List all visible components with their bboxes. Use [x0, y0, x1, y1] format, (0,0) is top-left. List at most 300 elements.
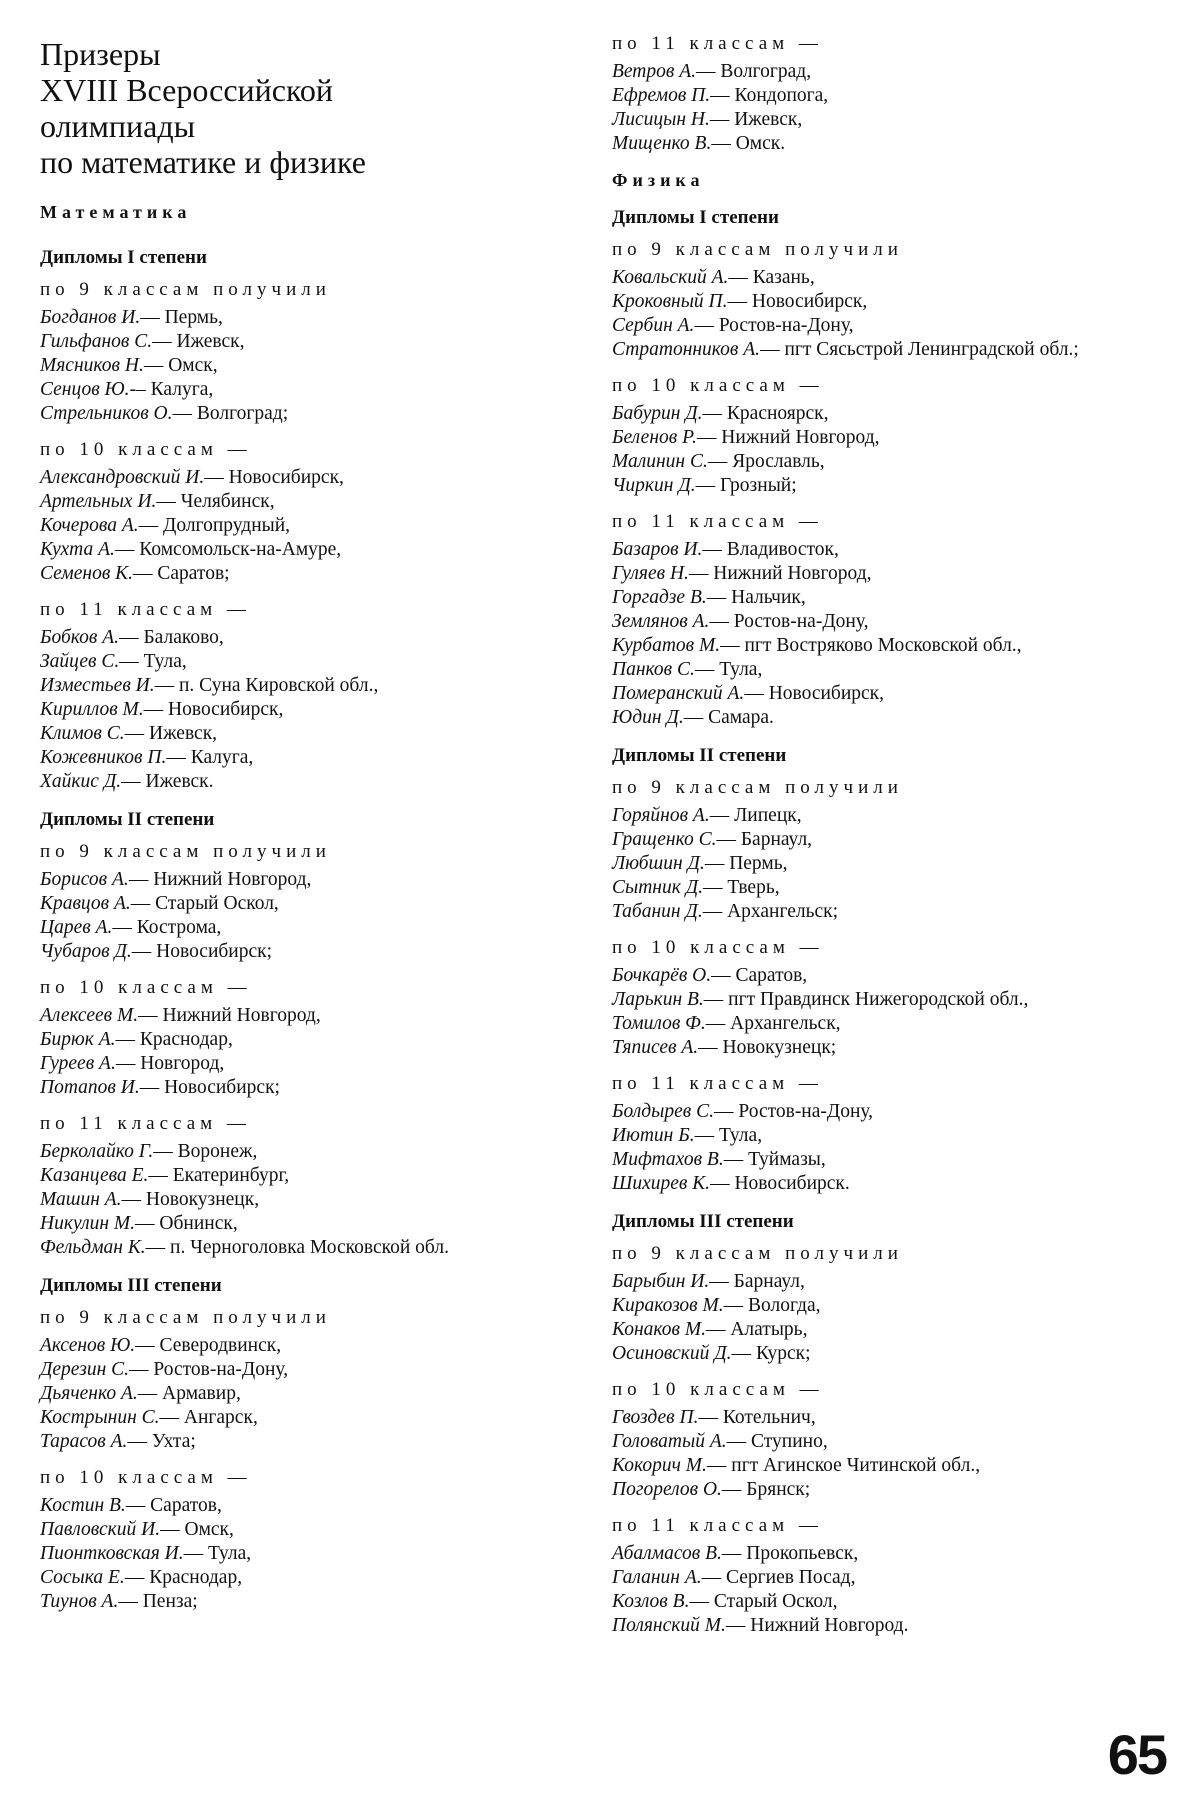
- winner-city: — Пенза;: [118, 1591, 198, 1612]
- winner-name: Беленов Р.: [612, 427, 697, 448]
- winner-city: — Ижевск,: [709, 109, 803, 130]
- winners-list: [40, 466, 580, 586]
- winner-name: Ларькин В.: [612, 989, 704, 1010]
- grade-heading: по 9 классам получили: [40, 279, 331, 300]
- winner-entry: [40, 770, 580, 794]
- winner-name: Кожевников П.: [40, 747, 167, 768]
- winner-city: — Волгоград;: [172, 403, 289, 424]
- winner-entry: [612, 706, 1160, 730]
- winner-name: Ефремов П.: [612, 85, 711, 106]
- winner-entry: [612, 1454, 1160, 1478]
- winner-name: Мищенко В.: [612, 133, 712, 154]
- winner-entry: [40, 1382, 580, 1406]
- winner-entry: [40, 306, 580, 330]
- winner-city: — Прокопьевск,: [721, 1543, 859, 1564]
- winner-entry: [612, 876, 1160, 900]
- winner-name: Артельных И.: [40, 491, 157, 512]
- winner-entry: [40, 1518, 580, 1542]
- winner-city: — Ростов-на-Дону,: [713, 1101, 874, 1122]
- winner-entry: [612, 1124, 1160, 1148]
- winner-name: Юдин Д.: [612, 707, 684, 728]
- winner-name: Козлов В.: [612, 1591, 690, 1612]
- winner-name: Дьяченко А.: [40, 1383, 138, 1404]
- winner-entry: [40, 1566, 580, 1590]
- grade-heading: по 10 классам —: [612, 937, 824, 958]
- winner-city: — Сергиев Посад,: [701, 1567, 856, 1588]
- winner-entry: [40, 538, 580, 562]
- winner-city: — Пермь,: [140, 307, 223, 328]
- winner-entry: [612, 1614, 1160, 1638]
- winner-name: Кроковный П.: [612, 291, 728, 312]
- winner-city: — пгт Сясьстрой Ленинградской обл.;: [760, 339, 1079, 360]
- winner-city: — Нижний Новгород,: [138, 1005, 321, 1026]
- winner-entry: [40, 1590, 580, 1614]
- winner-name: Дерезин С.: [40, 1359, 129, 1380]
- winner-city: — Алатырь,: [705, 1319, 808, 1340]
- winner-city: — Новокузнецк,: [121, 1189, 260, 1210]
- winner-city: — Армавир,: [137, 1383, 241, 1404]
- winner-city: — Туймазы,: [723, 1149, 826, 1170]
- winner-entry: [40, 378, 580, 402]
- winner-entry: [40, 650, 580, 674]
- winner-name: Алексеев М.: [40, 1005, 139, 1026]
- winner-name: Панков С.: [612, 659, 695, 680]
- winner-name: Кравцов А.: [40, 893, 131, 914]
- winner-name: Киракозов М.: [612, 1295, 724, 1316]
- winner-city: — Новокузнецк;: [698, 1037, 837, 1058]
- winner-city: — Нижний Новгород,: [128, 869, 312, 890]
- winner-name: Курбатов М.: [612, 635, 721, 656]
- grade-heading: по 9 классам получили: [612, 777, 903, 798]
- grade-heading: по 9 классам получили: [612, 239, 903, 260]
- winner-city: — Новосибирск,: [727, 291, 868, 312]
- winners-list: [40, 1004, 580, 1100]
- winner-name: Никулин М.: [40, 1213, 136, 1234]
- winner-city: — Омск,: [143, 355, 218, 376]
- winner-entry: [40, 892, 580, 916]
- winner-city: — Омск.: [711, 133, 786, 154]
- grade-heading: по 9 классам получили: [40, 1307, 331, 1328]
- winners-list: [612, 1406, 1160, 1502]
- winner-entry: [612, 658, 1160, 682]
- winner-name: Сосыка Е.: [40, 1567, 125, 1588]
- winner-name: Богданов И.: [40, 307, 141, 328]
- winner-city: — Волгоград,: [696, 61, 812, 82]
- winner-city: — Ижевск,: [152, 331, 245, 352]
- winner-name: Базаров И.: [612, 539, 703, 560]
- winner-name: Хайкис Д.: [40, 771, 122, 792]
- page-title: [40, 36, 580, 180]
- grade-heading: по 11 классам —: [40, 599, 251, 620]
- winners-list: [40, 1140, 580, 1260]
- winner-name: Тиунов А.: [40, 1591, 119, 1612]
- winner-name: Пионтковская И.: [40, 1543, 184, 1564]
- winner-name: Гуреев А.: [40, 1053, 116, 1074]
- winner-entry: [40, 916, 580, 940]
- winner-name: Семенов К.: [40, 563, 133, 584]
- title-line: по математике и физике: [40, 144, 366, 180]
- winner-name: Аксенов Ю.: [40, 1335, 136, 1356]
- winner-name: Мифтахов В.: [612, 1149, 724, 1170]
- winner-entry: [40, 1140, 580, 1164]
- diploma-heading: Дипломы II степени: [612, 745, 787, 766]
- winner-entry: [40, 514, 580, 538]
- winner-city: — Краснодар,: [115, 1029, 233, 1050]
- winner-entry: [40, 1406, 580, 1430]
- winner-entry: [612, 1172, 1160, 1196]
- diploma-heading: Дипломы III степени: [40, 1275, 222, 1296]
- page-number: 65: [1107, 1723, 1166, 1786]
- winner-name: Табанин Д.: [612, 901, 703, 922]
- winner-entry: [40, 1076, 580, 1100]
- winner-city: — Балаково,: [119, 627, 224, 648]
- winner-name: Горгадзе В.: [612, 587, 707, 608]
- winner-name: Иютин Б.: [612, 1125, 695, 1146]
- winner-name: Потапов И.: [40, 1077, 140, 1098]
- winner-city: — Архангельск,: [705, 1013, 841, 1034]
- winner-name: Машин А.: [40, 1189, 122, 1210]
- winner-city: — Новосибирск;: [131, 941, 273, 962]
- winner-city: — Ростов-на-Дону,: [129, 1359, 289, 1380]
- winner-name: Галанин А.: [612, 1567, 702, 1588]
- winners-list: [40, 306, 580, 426]
- winner-entry: [40, 490, 580, 514]
- diploma-heading: Дипломы III степени: [612, 1211, 794, 1232]
- winner-city: — Нальчик,: [706, 587, 806, 608]
- grade-heading: по 10 классам —: [40, 977, 252, 998]
- winner-city: — Старый Оскол,: [130, 893, 279, 914]
- winner-entry: [40, 1188, 580, 1212]
- winners-list: [40, 868, 580, 964]
- winner-name: Кокорич М.: [612, 1455, 707, 1476]
- winner-entry: [612, 1012, 1160, 1036]
- winners-list: [612, 1542, 1160, 1638]
- winner-entry: [40, 354, 580, 378]
- winners-list: [612, 402, 1160, 498]
- winner-entry: [612, 634, 1160, 658]
- winner-name: Гращенко С.: [612, 829, 717, 850]
- winner-name: Бобков А.: [40, 627, 120, 648]
- winner-name: Кочерова А.: [40, 515, 139, 536]
- winner-city: -– Калуга,: [129, 379, 214, 400]
- winner-name: Чиркин Д.: [612, 475, 696, 496]
- winner-city: — Липецк,: [709, 805, 802, 826]
- winner-city: — Новгород,: [115, 1053, 225, 1074]
- grade-heading: по 10 классам —: [612, 1379, 824, 1400]
- winner-entry: [40, 1358, 580, 1382]
- winner-name: Кириллов М.: [40, 699, 144, 720]
- winner-city: — Нижний Новгород,: [688, 563, 872, 584]
- winner-name: Горяйнов А.: [612, 805, 710, 826]
- winner-entry: [612, 1542, 1160, 1566]
- grade-heading: по 11 классам —: [40, 1113, 251, 1134]
- winner-name: Бабурин Д.: [612, 403, 703, 424]
- winner-entry: [612, 1406, 1160, 1430]
- winner-entry: [612, 586, 1160, 610]
- winner-entry: [612, 1342, 1160, 1366]
- winner-entry: [40, 698, 580, 722]
- winner-name: Полянский М.: [612, 1615, 726, 1636]
- winner-name: Осиновский Д.: [612, 1343, 732, 1364]
- winner-entry: [612, 338, 1160, 362]
- winner-name: Барыбин И.: [612, 1271, 710, 1292]
- winner-name: Бирюк А.: [40, 1029, 116, 1050]
- winner-entry: [40, 868, 580, 892]
- winner-entry: [40, 1236, 580, 1260]
- winner-name: Головатый А.: [612, 1431, 727, 1452]
- winner-city: — Кондопога,: [710, 85, 829, 106]
- winner-city: — Нижний Новгород,: [696, 427, 880, 448]
- winner-city: — Саратов,: [711, 965, 808, 986]
- grade-heading: по 10 классам —: [40, 439, 252, 460]
- grade-heading: по 10 классам —: [40, 1467, 252, 1488]
- winner-entry: [612, 84, 1160, 108]
- winner-name: Борисов А.: [40, 869, 129, 890]
- winner-city: — Ростов-на-Дону,: [709, 611, 869, 632]
- winner-city: — Калуга,: [166, 747, 254, 768]
- winner-city: — Красноярск,: [702, 403, 829, 424]
- winner-entry: [612, 538, 1160, 562]
- winner-city: — Ижевск,: [124, 723, 218, 744]
- winner-city: — Ухта;: [127, 1431, 196, 1452]
- winner-city: — Тула,: [183, 1543, 252, 1564]
- winner-entry: [40, 466, 580, 490]
- winner-city: — Грозный;: [695, 475, 797, 496]
- winner-city: — Воронеж,: [153, 1141, 258, 1162]
- diploma-heading: Дипломы I степени: [612, 207, 779, 228]
- diploma-heading: Дипломы II степени: [40, 809, 215, 830]
- winner-entry: [40, 1212, 580, 1236]
- winner-city: — Ангарск,: [159, 1407, 258, 1428]
- winner-name: Сытник Д.: [612, 877, 703, 898]
- grade-heading: по 11 классам —: [612, 33, 823, 54]
- winner-city: — Пермь,: [704, 853, 788, 874]
- winner-name: Шихирев К.: [612, 1173, 711, 1194]
- title-line: Призеры: [40, 36, 161, 72]
- winner-name: Абалмасов В.: [612, 1543, 722, 1564]
- winner-name: Зайцев С.: [40, 651, 120, 672]
- winner-city: — Екатеринбург,: [148, 1165, 290, 1186]
- winners-list: [40, 626, 580, 794]
- winner-name: Берколайко Г.: [40, 1141, 154, 1162]
- winner-city: — пгт Правдинск Нижегородской обл.,: [703, 989, 1029, 1010]
- winner-name: Тяписев А.: [612, 1037, 699, 1058]
- winner-entry: [612, 964, 1160, 988]
- winner-entry: [612, 828, 1160, 852]
- winner-name: Любшин Д.: [612, 853, 705, 874]
- winner-city: — Омск,: [160, 1519, 234, 1540]
- winner-name: Конаков М.: [612, 1319, 706, 1340]
- winner-name: Чубаров Д.: [40, 941, 132, 962]
- winner-city: — Обнинск,: [135, 1213, 238, 1234]
- winner-city: — Самара.: [683, 707, 774, 728]
- winner-city: — Новосибирск,: [204, 467, 344, 488]
- winner-entry: [40, 1542, 580, 1566]
- grade-heading: по 10 классам —: [612, 375, 824, 396]
- winner-city: — Комсомольск-на-Амуре,: [114, 539, 342, 560]
- winner-city: — Нижний Новгород.: [725, 1615, 909, 1636]
- winner-entry: [612, 988, 1160, 1012]
- winner-entry: [40, 330, 580, 354]
- winner-city: — Новосибирск,: [744, 683, 885, 704]
- winner-name: Павловский И.: [40, 1519, 161, 1540]
- winner-entry: [612, 1270, 1160, 1294]
- winner-name: Кострынин С.: [40, 1407, 160, 1428]
- winner-name: Александровский И.: [40, 467, 205, 488]
- winner-city: — Тула,: [694, 659, 763, 680]
- winners-list: [612, 1270, 1160, 1366]
- winner-name: Ветров А.: [612, 61, 697, 82]
- winner-name: Померанский А.: [612, 683, 745, 704]
- winner-name: Гильфанов С.: [40, 331, 153, 352]
- winner-city: — Тверь,: [703, 877, 780, 898]
- winner-name: Гвоздев П.: [612, 1407, 699, 1428]
- winner-city: — Казань,: [728, 267, 815, 288]
- winner-entry: [40, 1334, 580, 1358]
- title-line: олимпиады: [40, 108, 196, 144]
- winner-entry: [612, 1294, 1160, 1318]
- winner-entry: [612, 60, 1160, 84]
- winner-entry: [612, 1590, 1160, 1614]
- winner-name: Лисицын Н.: [612, 109, 710, 130]
- winners-list: [612, 804, 1160, 924]
- winner-entry: [612, 1036, 1160, 1060]
- winner-city: — Барнаул,: [716, 829, 813, 850]
- winner-entry: [40, 402, 580, 426]
- winner-name: Тарасов А.: [40, 1431, 128, 1452]
- grade-heading: по 11 классам —: [612, 1515, 823, 1536]
- winner-name: Костин В.: [40, 1495, 126, 1516]
- winners-list: [40, 1494, 580, 1614]
- winner-entry: [40, 1494, 580, 1518]
- winner-city: — Новосибирск;: [139, 1077, 280, 1098]
- winner-entry: [612, 266, 1160, 290]
- winner-name: Стратонников А.: [612, 339, 761, 360]
- winners-list: [612, 60, 1160, 156]
- winner-city: — Ступино,: [726, 1431, 828, 1452]
- winner-entry: [612, 682, 1160, 706]
- winner-city: — Брянск;: [721, 1479, 811, 1500]
- winner-city: — Вологда,: [723, 1295, 821, 1316]
- winners-list: [612, 266, 1160, 362]
- winner-name: Царев А.: [40, 917, 113, 938]
- winner-name: Малинин С.: [612, 451, 708, 472]
- winner-name: Погорелов О.: [612, 1479, 722, 1500]
- winner-city: — Барнаул,: [709, 1271, 805, 1292]
- winner-entry: [612, 1566, 1160, 1590]
- winner-entry: [40, 1430, 580, 1454]
- winners-list: [612, 538, 1160, 730]
- winner-name: Изместьев И.: [40, 675, 155, 696]
- winner-city: — п. Черноголовка Московской обл.: [145, 1237, 449, 1258]
- winner-city: — пгт Агинское Читинской обл.,: [706, 1455, 981, 1476]
- winner-entry: [40, 674, 580, 698]
- winner-name: Кухта А.: [40, 539, 115, 560]
- winner-entry: [612, 1100, 1160, 1124]
- winner-name: Мясников Н.: [40, 355, 144, 376]
- winner-city: — Тула,: [694, 1125, 763, 1146]
- winner-city: — Курск;: [731, 1343, 811, 1364]
- winner-city: — Котельнич,: [698, 1407, 816, 1428]
- winner-city: — Челябинск,: [156, 491, 275, 512]
- winner-entry: [612, 900, 1160, 924]
- winner-entry: [40, 626, 580, 650]
- winner-name: Ковальский А.: [612, 267, 729, 288]
- winner-entry: [40, 1028, 580, 1052]
- winner-city: — Краснодар,: [124, 1567, 243, 1588]
- winner-city: — Тула,: [119, 651, 187, 672]
- winner-entry: [612, 108, 1160, 132]
- winner-name: Томилов Ф.: [612, 1013, 706, 1034]
- winner-entry: [612, 852, 1160, 876]
- winner-city: — Владивосток,: [702, 539, 839, 560]
- winner-entry: [40, 1052, 580, 1076]
- winner-city: — п. Суна Кировской обл.,: [154, 675, 379, 696]
- winner-city: — Кострома,: [112, 917, 222, 938]
- winner-city: — Архангельск;: [702, 901, 839, 922]
- winner-name: Стрельников О.: [40, 403, 173, 424]
- winner-entry: [40, 562, 580, 586]
- winner-name: Сенцов Ю.: [40, 379, 130, 400]
- winner-entry: [612, 1318, 1160, 1342]
- winner-entry: [40, 940, 580, 964]
- winners-list: [612, 964, 1160, 1060]
- subject-heading-math: Математика: [40, 202, 192, 222]
- winner-name: Болдырев С.: [612, 1101, 714, 1122]
- winner-entry: [612, 804, 1160, 828]
- winner-city: — Саратов;: [133, 563, 230, 584]
- grade-heading: по 9 классам получили: [612, 1243, 903, 1264]
- winner-entry: [612, 610, 1160, 634]
- left-column: [40, 32, 580, 1626]
- title-line: XVIII Всероссийской: [40, 72, 334, 108]
- winner-entry: [612, 426, 1160, 450]
- winners-list: [40, 1334, 580, 1454]
- winner-name: Землянов А.: [612, 611, 710, 632]
- winner-entry: [612, 314, 1160, 338]
- winner-entry: [40, 1004, 580, 1028]
- winner-entry: [612, 1478, 1160, 1502]
- winner-entry: [612, 402, 1160, 426]
- winners-list: [612, 1100, 1160, 1196]
- winner-city: — Старый Оскол,: [689, 1591, 838, 1612]
- winner-city: — Ижевск.: [121, 771, 214, 792]
- winner-entry: [612, 1430, 1160, 1454]
- winner-name: Гуляев Н.: [612, 563, 689, 584]
- winner-name: Бочкарёв О.: [612, 965, 712, 986]
- winner-entry: [612, 450, 1160, 474]
- winner-city: — Долгопрудный,: [138, 515, 291, 536]
- grade-heading: по 11 классам —: [612, 511, 823, 532]
- winner-name: Казанцева Е.: [40, 1165, 149, 1186]
- winner-entry: [612, 1148, 1160, 1172]
- winner-entry: [612, 290, 1160, 314]
- subject-heading-physics: Физика: [612, 170, 705, 190]
- diploma-heading: Дипломы I степени: [40, 247, 207, 268]
- winner-entry: [612, 132, 1160, 156]
- winner-city: — Ростов-на-Дону,: [694, 315, 854, 336]
- winner-entry: [40, 746, 580, 770]
- grade-heading: по 9 классам получили: [40, 841, 331, 862]
- winner-name: Сербин А.: [612, 315, 695, 336]
- winner-city: — Новосибирск,: [143, 699, 284, 720]
- winner-city: — Ярославль,: [707, 451, 825, 472]
- winner-entry: [40, 722, 580, 746]
- winner-name: Климов С.: [40, 723, 125, 744]
- winner-name: Фельдман К.: [40, 1237, 146, 1258]
- winner-city: — Северодвинск,: [135, 1335, 282, 1356]
- winner-city: — пгт Востряково Московской обл.,: [720, 635, 1022, 656]
